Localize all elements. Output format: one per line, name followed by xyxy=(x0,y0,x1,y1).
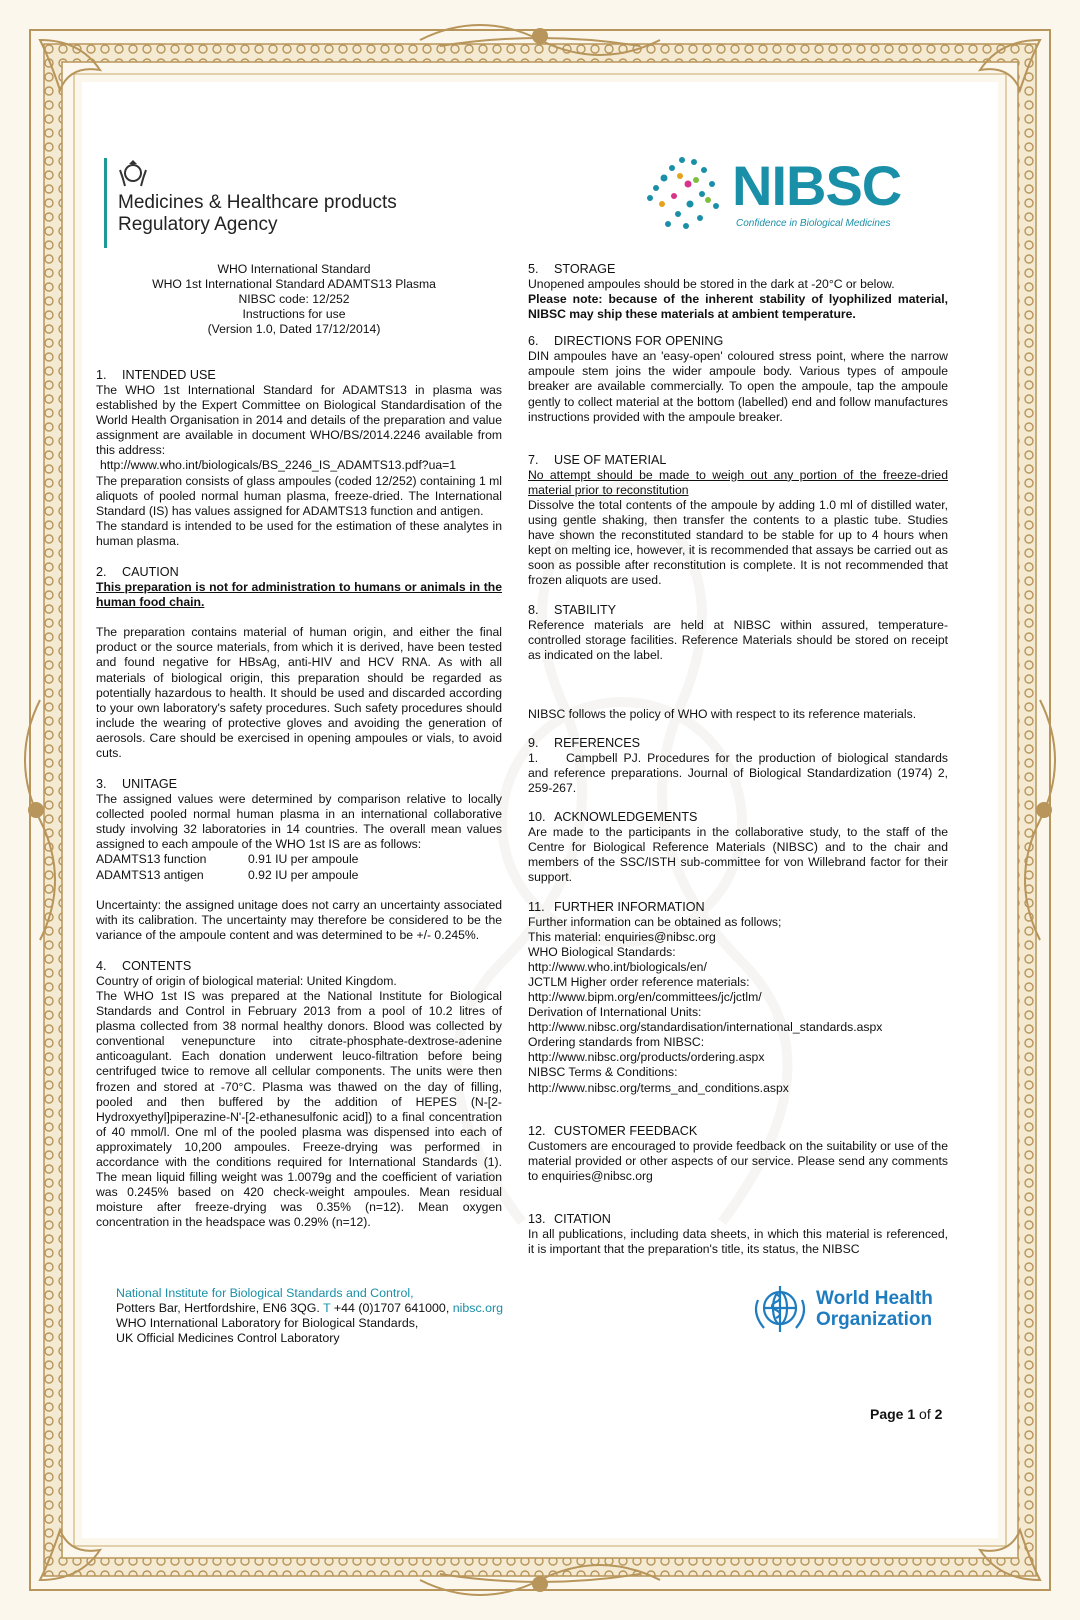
section-number: 9. xyxy=(528,735,539,750)
document-url: http://www.who.int/biologicals/BS_2246_IS_ADAMTS13.pdf?ua=1 xyxy=(100,458,457,473)
section-number: 5. xyxy=(528,262,539,276)
section-number: 12. xyxy=(528,1123,546,1138)
title-line-1: WHO International Standard xyxy=(217,262,371,276)
section-number: 1. xyxy=(96,368,107,382)
page-total: 2 xyxy=(934,1406,943,1422)
info-link[interactable]: http://www.nibsc.org/standardisation/international_standards.aspx xyxy=(528,1020,883,1035)
section-title: USE OF MATERIAL xyxy=(554,452,667,467)
section-number: 2. xyxy=(96,565,107,580)
footer-who-lab: WHO International Laboratory for Biological Standards, xyxy=(116,1316,419,1330)
footer-institute: National Institute for Biological Standards and Control, xyxy=(116,1286,414,1300)
section-customer-feedback xyxy=(528,1124,948,1184)
section-title: UNITAGE xyxy=(122,777,178,792)
acknowledgements-text: Are made to the participants in the collaborative study, to the staff of the Centre for Biological Reference Materials (NIBSC) and to the chair and members of the SSC/ISTH sub-committee for von Willebrand factor for their support. xyxy=(528,825,948,885)
royal-crest-icon xyxy=(116,158,150,188)
section-title: CITATION xyxy=(554,1211,611,1226)
intended-use-text: The WHO 1st International Standard for ADAMTS13 in plasma was established by the Expert Committee on Biological Standardisation of the World Health Organisation in 2014 and details of the preparation and value assignment are available in document WHO/BS/2014.2246 available from this address: xyxy=(96,383,502,458)
analyte-value: 0.92 IU per ampoule xyxy=(248,867,359,882)
unitage-row xyxy=(96,852,502,867)
info-link[interactable]: http://www.nibsc.org/terms_and_conditions.aspx xyxy=(528,1080,789,1095)
nibsc-logo xyxy=(642,154,942,244)
section-contents xyxy=(96,959,502,1231)
nibsc-tagline: Confidence in Biological Medicines xyxy=(736,218,891,229)
section-number: 8. xyxy=(528,602,539,617)
section-title: CAUTION xyxy=(122,565,179,580)
unitage-text: The assigned values were determined by comparison relative to locally collected pooled normal human plasma in an international collaborative study involving 32 laboratories in 14 countries. The overall mean values assigned to each ampoule of the WHO 1st IS are as follows: xyxy=(96,792,502,852)
mhra-logo xyxy=(104,158,397,235)
who-line-1: World Health xyxy=(816,1288,933,1309)
page-label: Page xyxy=(870,1406,908,1422)
info-line: Ordering standards from NIBSC: xyxy=(528,1035,705,1050)
info-line[interactable]: This material: enquiries@nibsc.org xyxy=(528,929,716,944)
feedback-text: Customers are encouraged to provide feedback on the suitability or use of the material provided or other aspects of our service. Please send any comments to enquiries@nibsc.org xyxy=(528,1138,948,1183)
use-text: Dissolve the total contents of the ampoule by adding 1.0 ml of distilled water, using gentle shaking, then transfer the contents to a plastic tube. Studies have shown the reconstituted standard to be stable for up to 4 hours when kept on melting ice, however, it is recommended that assays be carried out as soon as possible after reconstitution is complete. It is not recommended that frozen aliquots are used. xyxy=(528,497,948,588)
page-current: 1 xyxy=(907,1406,916,1422)
footer-address xyxy=(116,1286,503,1346)
storage-text: Unopened ampoules should be stored in the dark at -20°C or below. xyxy=(528,277,895,291)
section-intended-use xyxy=(96,368,502,549)
title-line-2: WHO 1st International Standard ADAMTS13 Plasma xyxy=(152,277,436,291)
directions-text: DIN ampoules have an 'easy-open' coloured stress point, where the narrow ampoule stem joins the wider ampoule body. Various types of ampoule breaker are available commercially. To open the ampoule, tap the ampoule gently to collect material at the bottom (labelled) end and follow manufactures instructions provided with the ampoule breaker. xyxy=(528,349,948,424)
document-title-block xyxy=(94,262,494,337)
right-column xyxy=(528,262,948,1257)
section-stability xyxy=(528,603,948,722)
section-directions xyxy=(528,334,948,424)
info-link[interactable]: http://www.who.int/biologicals/en/ xyxy=(528,959,707,974)
info-link[interactable]: http://www.nibsc.org/products/ordering.aspx xyxy=(528,1050,765,1065)
contents-text: The WHO 1st IS was prepared at the National Institute for Biological Standards and Control in February 2013 from a pool of 10.2 litres of plasma collected from 38 normal healthy donors. Blood was collected by conventional venepuncture into citrate-phosphate-dextrose-adenine anticoagulant. Each donation underwent leuco-filtration before being centrifuged twice to remove all cellular components. The units were then frozen and stored at -70°C. Plasma was thawed on the day of filling, pooled and then buffered by the addition of HEPES (N-[2-Hydroxyethyl]piperazine-N'-[2-ethanesulfonic acid]) to a final concentration of 40 mmol/l. One ml of the pooled plasma was dispensed into each of approximately 10,200 ampoules. Freeze-drying was performed in accordance with the conditions required for International Standards (1). The mean liquid filling weight was 1.0079g and the coefficient of variation was 0.245% based on 420 check-weight ampoules. Mean residual moisture after freeze-drying was 0.35% (n=12). Mean oxygen concentration in the headspace was 0.29% (n=12). xyxy=(96,989,502,1230)
who-emblem-icon xyxy=(750,1282,810,1338)
info-line: JCTLM Higher order reference materials: xyxy=(528,974,750,989)
section-citation xyxy=(528,1212,948,1257)
citation-text: In all publications, including data sheets, in which this material is referenced, it is important that the preparation's title, its status, the NIBSC xyxy=(528,1226,948,1257)
info-line: NIBSC Terms & Conditions: xyxy=(528,1065,678,1080)
agency-line-2: Regulatory Agency xyxy=(118,214,278,235)
footer-contact xyxy=(116,1301,503,1316)
section-title: INTENDED USE xyxy=(122,368,216,382)
reference-text: Campbell PJ. Procedures for the production of biological standards and reference preparations. Journal of Biological Standardization (1974) 2, 259-267. xyxy=(528,750,948,796)
use-warning: No attempt should be made to weigh out any portion of the freeze-dried material prior to reconstitution xyxy=(528,467,948,497)
who-logo xyxy=(750,1282,940,1338)
purpose-text: The standard is intended to be used for the estimation of these analytes in human plasma. xyxy=(96,518,502,548)
section-further-information xyxy=(528,900,948,1096)
document-page xyxy=(82,82,998,1538)
left-column xyxy=(96,368,502,1231)
preparation-text: The preparation consists of glass ampoules (coded 12/252) containing 1 ml aliquots of pooled normal human plasma, freeze-dried. The International Standard (IS) has values assigned for ADAMTS13 function and antigen. xyxy=(96,473,502,518)
section-number: 7. xyxy=(528,452,539,467)
section-title: CUSTOMER FEEDBACK xyxy=(554,1123,698,1138)
mhra-divider xyxy=(104,158,107,248)
country-of-origin: Country of origin of biological material: United Kingdom. xyxy=(96,973,397,988)
footer-omcl: UK Official Medicines Control Laboratory xyxy=(116,1331,340,1345)
nibsc-dots-icon xyxy=(642,154,728,234)
section-caution xyxy=(96,565,502,761)
policy-text: NIBSC follows the policy of WHO with respect to its reference materials. xyxy=(528,706,917,721)
title-line-4: Instructions for use xyxy=(242,307,346,321)
analyte-name: ADAMTS13 function xyxy=(96,852,207,867)
section-use-of-material xyxy=(528,453,948,589)
page-number xyxy=(870,1406,942,1422)
uncertainty-text: Uncertainty: the assigned unitage does not carry an uncertainty associated with its calibration. The uncertainty may therefore be considered to be the variance of the ampoule content and was determined to be +/- 0.245%. xyxy=(96,897,502,942)
who-name xyxy=(816,1288,933,1330)
section-title: REFERENCES xyxy=(554,735,641,750)
footer-phone: +44 (0)1707 641000, xyxy=(330,1301,453,1315)
footer-website-link[interactable]: nibsc.org xyxy=(452,1301,503,1315)
section-number: 13. xyxy=(528,1211,546,1226)
section-unitage xyxy=(96,777,502,943)
title-line-3: NIBSC code: 12/252 xyxy=(238,292,350,306)
section-number: 10. xyxy=(528,810,546,825)
section-number: 6. xyxy=(528,334,539,349)
section-title: STORAGE xyxy=(554,262,616,276)
footer-address-text: Potters Bar, Hertfordshire, EN6 3QG. xyxy=(116,1301,324,1315)
section-title: ACKNOWLEDGEMENTS xyxy=(554,810,698,825)
unitage-row xyxy=(96,868,502,883)
footer-phone-label: T xyxy=(323,1301,331,1315)
section-number: 11. xyxy=(528,899,545,914)
storage-note: Please note: because of the inherent stability of lyophilized material, NIBSC may ship these materials at ambient temperature. xyxy=(528,292,948,322)
section-number: 3. xyxy=(96,777,107,792)
caution-text: The preparation contains material of human origin, and either the final product or the source materials, from which it is derived, have been tested and found negative for HBsAg, anti-HIV and HCV RNA. As with all materials of biological origin, this preparation should be regarded as potentially hazardous to health. It should be used and discarded according to your own laboratory's safety procedures. Such safety procedures should include the wearing of protective gloves and avoiding the generation of aerosols. Care should be exercised in opening ampoules or vials, to avoid cuts. xyxy=(96,625,502,760)
section-title: DIRECTIONS FOR OPENING xyxy=(554,334,724,349)
nibsc-wordmark: NIBSC xyxy=(732,154,902,217)
info-line: Derivation of International Units: xyxy=(528,1005,702,1020)
stability-text: Reference materials are held at NIBSC within assured, temperature-controlled storage facilities. Reference Materials should be stored on receipt as indicated on the label. xyxy=(528,617,948,662)
mhra-name xyxy=(118,192,438,236)
agency-line-1: Medicines & Healthcare products xyxy=(118,192,397,213)
caution-warning: This preparation is not for administration to humans or animals in the human food chain. xyxy=(96,580,502,610)
reference-number: 1. xyxy=(528,750,539,765)
title-line-5: (Version 1.0, Dated 17/12/2014) xyxy=(207,322,381,336)
section-title: CONTENTS xyxy=(122,958,192,973)
info-line: Further information can be obtained as follows; xyxy=(528,914,782,929)
analyte-name: ADAMTS13 antigen xyxy=(96,867,204,882)
section-title: STABILITY xyxy=(554,602,617,617)
section-number: 4. xyxy=(96,958,107,973)
section-references xyxy=(528,736,948,796)
who-line-2: Organization xyxy=(816,1309,933,1330)
info-line: WHO Biological Standards: xyxy=(528,944,676,959)
section-acknowledgements xyxy=(528,810,948,885)
page-of: of xyxy=(915,1406,935,1422)
info-link[interactable]: http://www.bipm.org/en/committees/jc/jctlm/ xyxy=(528,990,762,1004)
analyte-value: 0.91 IU per ampoule xyxy=(248,852,359,867)
section-storage xyxy=(528,262,948,322)
section-title: FURTHER INFORMATION xyxy=(554,899,705,914)
